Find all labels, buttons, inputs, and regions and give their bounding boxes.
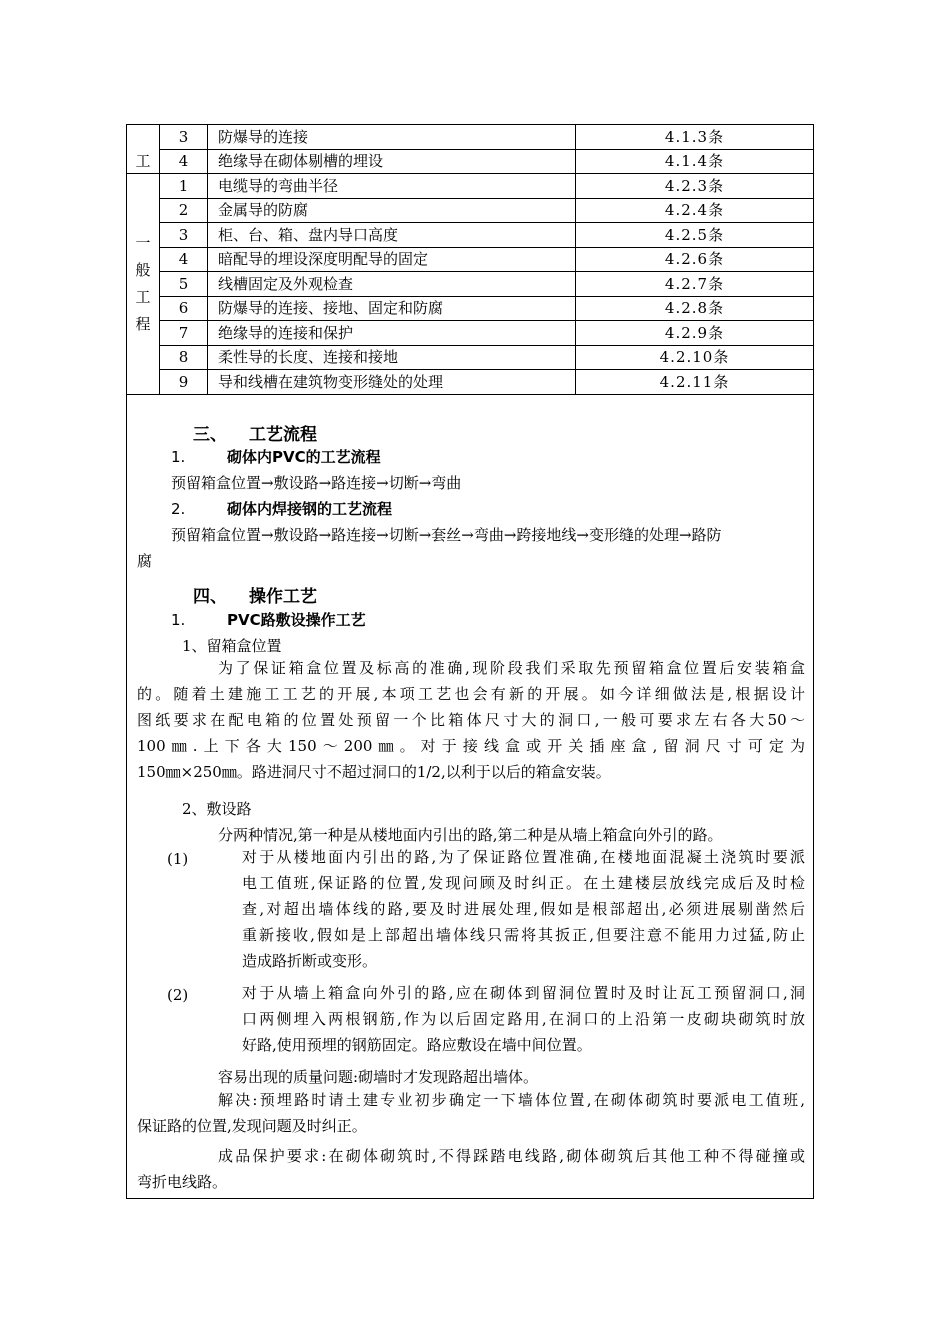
table-row <box>127 370 814 395</box>
item-reference: 4.2.6条 <box>576 247 814 272</box>
table-row <box>127 125 814 150</box>
paragraph-reserve-box: 为了保证箱盒位置及标高的准确,现阶段我们采取先预留箱盒位置后安装箱盒 的。随着土建施工工艺的开展,本项工艺也会有新的开展。如今详细做法是,根据设计 图纸要求在配电箱的位置处预留一个比箱体尺寸大的洞口,一般可要求左右各大50～ 100㎜.上下各大150～200㎜。对于接线盒或开关插座盒,留洞尺寸可定为 150㎜×250㎜。路进洞尺寸不超过洞口的1/2,以利于以后的箱盒安装。 <box>137 659 805 781</box>
section-3-sub2-flow-line1: 预留箱盒位置→敷设路→路连接→切断→套丝→弯曲→跨接地线→变形缝的处理→路防 <box>171 526 722 544</box>
item-number: 1 <box>160 174 208 199</box>
item-2-heading: 2、敷设路 <box>182 800 252 818</box>
category-main-cell: 工 <box>127 125 160 174</box>
item-number: 6 <box>160 296 208 321</box>
item-description: 柔性导的长度、连接和接地 <box>208 345 576 370</box>
item-description: 金属导的防腐 <box>208 198 576 223</box>
item-reference: 4.2.11条 <box>576 370 814 395</box>
table-row <box>127 296 814 321</box>
item-number: 7 <box>160 321 208 346</box>
item-number: 3 <box>160 223 208 248</box>
item-description: 绝缘导的连接和保护 <box>208 321 576 346</box>
item-reference: 4.2.5条 <box>576 223 814 248</box>
category-char: 工 <box>135 287 151 306</box>
section-3-sub1-heading: 1. 砌体内PVC的工艺流程 <box>171 448 381 466</box>
item-reference: 4.2.8条 <box>576 296 814 321</box>
paragraph-two-cases: 分两种情况,第一种是从楼地面内引出的路,第二种是从墙上箱盒向外引的路。 <box>218 826 723 844</box>
section-4-sub1-heading: 1. PVC路敷设操作工艺 <box>171 611 366 629</box>
category-char: 一 <box>135 233 151 252</box>
item-description: 电缆导的弯曲半径 <box>208 174 576 199</box>
table-row <box>127 149 814 174</box>
quality-issue: 容易出现的质量问题:砌墙时才发现路超出墙体。 <box>218 1068 539 1086</box>
item-reference: 4.2.3条 <box>576 174 814 199</box>
table-row <box>127 223 814 248</box>
item-reference: 4.2.9条 <box>576 321 814 346</box>
table-row <box>127 247 814 272</box>
protection-requirement: 成品保护要求:在砌体砌筑时,不得踩踏电线路,砌体砌筑后其他工种不得碰撞或 弯折电线路。 <box>137 1147 805 1191</box>
category-general-cell <box>127 174 160 395</box>
table-row <box>127 345 814 370</box>
section-3-sub1-flow: 预留箱盒位置→敷设路→路连接→切断→弯曲 <box>171 474 462 492</box>
item-reference: 4.1.3条 <box>576 125 814 150</box>
item-number: 8 <box>160 345 208 370</box>
section-3-heading: 三、 工艺流程 <box>193 425 317 445</box>
table-row <box>127 174 814 199</box>
item-number: 3 <box>160 125 208 150</box>
note-1-text: 对于从楼地面内引出的路,为了保证路位置准确,在楼地面混凝土浇筑时要派 电工值班,保证路的位置,发现问顾及时纠正。在土建楼层放线完成后及时检 查,对超出墙体线的路,要及时进展处理,假如是根部超出,必须进展剔凿然后 重新接收,假如是上部超出墙体线只需将其扳正,但要注意不能用力过猛,防止 造成路折断或变形。 <box>242 848 805 970</box>
table-row <box>127 321 814 346</box>
category-char: 程 <box>135 314 151 333</box>
item-description: 线槽固定及外观检查 <box>208 272 576 297</box>
note-2-number: (2) <box>167 986 189 1004</box>
item-number: 9 <box>160 370 208 395</box>
table-row <box>127 272 814 297</box>
item-number: 2 <box>160 198 208 223</box>
item-description: 绝缘导在砌体剔槽的埋设 <box>208 149 576 174</box>
section-3-sub2-flow-line2: 腐 <box>137 552 153 570</box>
acceptance-items-table <box>126 124 814 395</box>
section-4-heading: 四、 操作工艺 <box>193 587 317 607</box>
item-description: 柜、台、箱、盘内导口高度 <box>208 223 576 248</box>
item-reference: 4.2.7条 <box>576 272 814 297</box>
item-reference: 4.2.10条 <box>576 345 814 370</box>
item-number: 5 <box>160 272 208 297</box>
item-description: 导和线槽在建筑物变形缝处的处理 <box>208 370 576 395</box>
note-1-number: (1) <box>167 850 189 868</box>
solution-text: 解决:预埋路时请土建专业初步确定一下墙体位置,在砌体砌筑时要派电工值班, 保证路的位置,发现问题及时纠正。 <box>137 1091 805 1135</box>
item-description: 暗配导的埋设深度明配导的固定 <box>208 247 576 272</box>
item-number: 4 <box>160 149 208 174</box>
item-reference: 4.1.4条 <box>576 149 814 174</box>
section-3-sub2-heading: 2. 砌体内焊接钢的工艺流程 <box>171 500 393 518</box>
item-number: 4 <box>160 247 208 272</box>
item-1-heading: 1、留箱盒位置 <box>182 637 282 655</box>
item-description: 防爆导的连接、接地、固定和防腐 <box>208 296 576 321</box>
table-row <box>127 198 814 223</box>
note-2-text: 对于从墙上箱盒向外引的路,应在砌体到留洞位置时及时让瓦工预留洞口,洞 口两侧埋入两根钢筋,作为以后固定路用,在洞口的上沿第一皮砌块砌筑时放 好路,使用预埋的钢筋固定。路应敷设在墙中间位置。 <box>242 984 805 1054</box>
category-char: 般 <box>135 260 151 279</box>
item-reference: 4.2.4条 <box>576 198 814 223</box>
item-description: 防爆导的连接 <box>208 125 576 150</box>
